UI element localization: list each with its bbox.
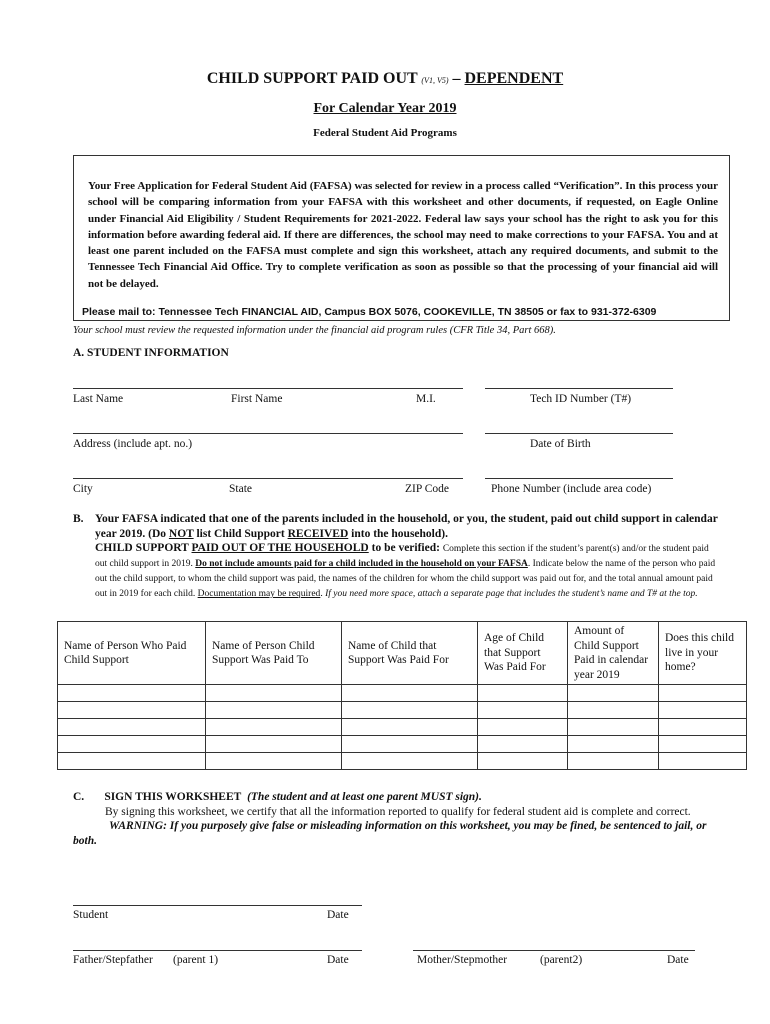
section-a-heading: A. STUDENT INFORMATION (73, 347, 229, 359)
page-title (0, 70, 770, 88)
section-b (73, 512, 723, 601)
table-cell[interactable] (478, 702, 568, 719)
header-payer: Name of Person Who Paid Child Support (58, 622, 206, 685)
table-cell[interactable] (659, 719, 747, 736)
lead-part-3: into the household). (348, 527, 448, 540)
table-cell[interactable] (568, 719, 659, 736)
table-row (58, 736, 747, 753)
lead-part-2: list Child Support (193, 527, 288, 540)
instr-part-1: Complete this section if the student’s parent(s) and/or the student paid out child support in 2019. (95, 544, 709, 569)
table-cell[interactable] (342, 753, 478, 770)
calendar-year-subtitle: For Calendar Year 2019 (313, 101, 457, 116)
table-cell[interactable] (478, 736, 568, 753)
section-c (73, 790, 713, 848)
city-label: City (73, 483, 93, 495)
documentation-required: Documentation may be required (197, 589, 321, 599)
cs-part-1: CHILD SUPPORT (95, 542, 192, 554)
table-cell[interactable] (342, 685, 478, 702)
child-support-table (57, 621, 747, 770)
table-cell[interactable] (342, 702, 478, 719)
phone-label: Phone Number (include area code) (491, 483, 652, 495)
last-name-label: Last Name (73, 393, 124, 405)
section-c-note: (The student and at least one parent MUST sign). (247, 791, 482, 803)
phone-line[interactable] (485, 478, 673, 479)
dob-label: Date of Birth (530, 438, 591, 450)
tech-id-label: Tech ID Number (T#) (530, 393, 632, 405)
father-signature-line[interactable] (73, 950, 362, 951)
table-row (58, 685, 747, 702)
table-cell[interactable] (206, 736, 342, 753)
header-lives-in-home: Does this child live in your home? (659, 622, 747, 685)
child-support-paid-out-label (95, 542, 443, 554)
table-cell[interactable] (58, 685, 206, 702)
address-line[interactable] (73, 433, 463, 434)
table-cell[interactable] (568, 736, 659, 753)
table-cell[interactable] (659, 702, 747, 719)
table-row (58, 702, 747, 719)
review-note: Your school must review the requested information under the financial aid program rules (CFR Title 34, Part 668). (73, 325, 556, 336)
city-state-zip-line[interactable] (73, 478, 463, 479)
instr-bold-underline: Do not include amounts paid for a child included in the household on your FAFSA (195, 559, 528, 569)
table-cell[interactable] (478, 753, 568, 770)
dob-line[interactable] (485, 433, 673, 434)
table-cell[interactable] (58, 753, 206, 770)
student-date-label: Date (327, 909, 349, 921)
tech-id-line[interactable] (485, 388, 673, 389)
section-b-lead (95, 513, 718, 540)
first-name-label: First Name (231, 393, 283, 405)
section-b-marker: B. (73, 513, 84, 525)
table-cell[interactable] (58, 702, 206, 719)
section-c-marker: C. (73, 791, 85, 803)
table-cell[interactable] (659, 736, 747, 753)
table-cell[interactable] (58, 736, 206, 753)
header-child-name: Name of Child that Support Was Paid For (342, 622, 478, 685)
instr-part-2: . Indicate below the name of the person who paid out the child support, to whom the child support was paid, the names of the children for whom the child support was paid out for, and the total annual amount paid out in 2019 for each child. (95, 559, 716, 599)
table-cell[interactable] (568, 685, 659, 702)
father-label: Father/Stepfather (73, 954, 153, 966)
warning-text: WARNING: If you purposely give false or misleading information on this worksheet, you may be fined, be sentenced to jail, or both. (73, 820, 707, 847)
zip-label: ZIP Code (405, 483, 449, 495)
section-c-title: SIGN THIS WORKSHEET (104, 791, 242, 803)
verification-notice-box (73, 155, 730, 321)
table-cell[interactable] (58, 719, 206, 736)
student-label: Student (73, 909, 109, 921)
table-cell[interactable] (659, 753, 747, 770)
instr-part-3: . (320, 589, 326, 599)
title-dependent: DEPENDENT (464, 70, 564, 87)
table-cell[interactable] (206, 753, 342, 770)
table-cell[interactable] (568, 753, 659, 770)
mother-label: Mother/Stepmother (417, 954, 508, 966)
table-row (58, 719, 747, 736)
parent2-label: (parent2) (540, 954, 583, 966)
table-header-row (58, 622, 747, 685)
table-cell[interactable] (342, 736, 478, 753)
cs-underlined: PAID OUT OF THE HOUSEHOLD (191, 542, 369, 554)
mi-label: M.I. (416, 393, 436, 405)
table-cell[interactable] (206, 719, 342, 736)
table-cell[interactable] (206, 685, 342, 702)
header-child-age: Age of Child that Support Was Paid For (478, 622, 568, 685)
mother-date-label: Date (667, 954, 689, 966)
parent1-label: (parent 1) (173, 954, 219, 966)
title-version: (V1, V5) (421, 76, 449, 85)
address-label: Address (include apt. no.) (73, 438, 193, 450)
table-cell[interactable] (478, 685, 568, 702)
name-line[interactable] (73, 388, 463, 389)
verification-notice-text: Your Free Application for Federal Student Aid (FAFSA) was selected for review in a process called “Verification”. In this process your school will be comparing information from your FAFSA with this worksheet and other documents, if requested, on Eagle Online under Financial Aid Eligibility / Student Requirements for 2021-2022. Federal law says your school has the right to ask you for this information before awarding federal aid. If there are differences, the school may need to make corrections to your FAFSA. You and at least one parent included on the FAFSA must complete and sign this worksheet, attach any required documents, and submit to the Tennessee Tech Financial Aid Office. Try to complete verification as soon as possible so that the processing of your financial aid will not be delayed. (88, 180, 718, 290)
section-c-heading (73, 790, 713, 805)
header-payee: Name of Person Child Support Was Paid To (206, 622, 342, 685)
father-date-label: Date (327, 954, 349, 966)
table-cell[interactable] (342, 719, 478, 736)
table-cell[interactable] (206, 702, 342, 719)
certification-text: By signing this worksheet, we certify that all the information reported to qualify for federal student aid is complete and correct. (105, 805, 691, 818)
header-amount: Amount of Child Support Paid in calendar year 2019 (568, 622, 659, 685)
table-cell[interactable] (568, 702, 659, 719)
mail-instructions: Please mail to: Tennessee Tech FINANCIAL AID, Campus BOX 5076, COOKEVILLE, TN 38505 or fax to 931-372-6309 (82, 306, 657, 318)
table-cell[interactable] (478, 719, 568, 736)
programs-label: Federal Student Aid Programs (313, 127, 457, 139)
title-main: CHILD SUPPORT PAID OUT (206, 70, 418, 87)
student-signature-line[interactable] (73, 905, 362, 906)
state-label: State (229, 483, 252, 495)
lead-received: RECEIVED (287, 527, 349, 540)
instr-italic: If you need more space, attach a separate page that includes the student’s name and T# at the top. (325, 589, 698, 599)
mother-signature-line[interactable] (413, 950, 695, 951)
lead-part-1: Your FAFSA indicated that one of the parents included in the household, or you, the student, paid out child support in calendar year 2019. (Do (95, 513, 718, 540)
lead-not: NOT (168, 527, 194, 540)
table-cell[interactable] (659, 685, 747, 702)
table-row (58, 753, 747, 770)
cs-part-2: to be verified: (368, 542, 443, 554)
title-dash: – (452, 70, 461, 87)
